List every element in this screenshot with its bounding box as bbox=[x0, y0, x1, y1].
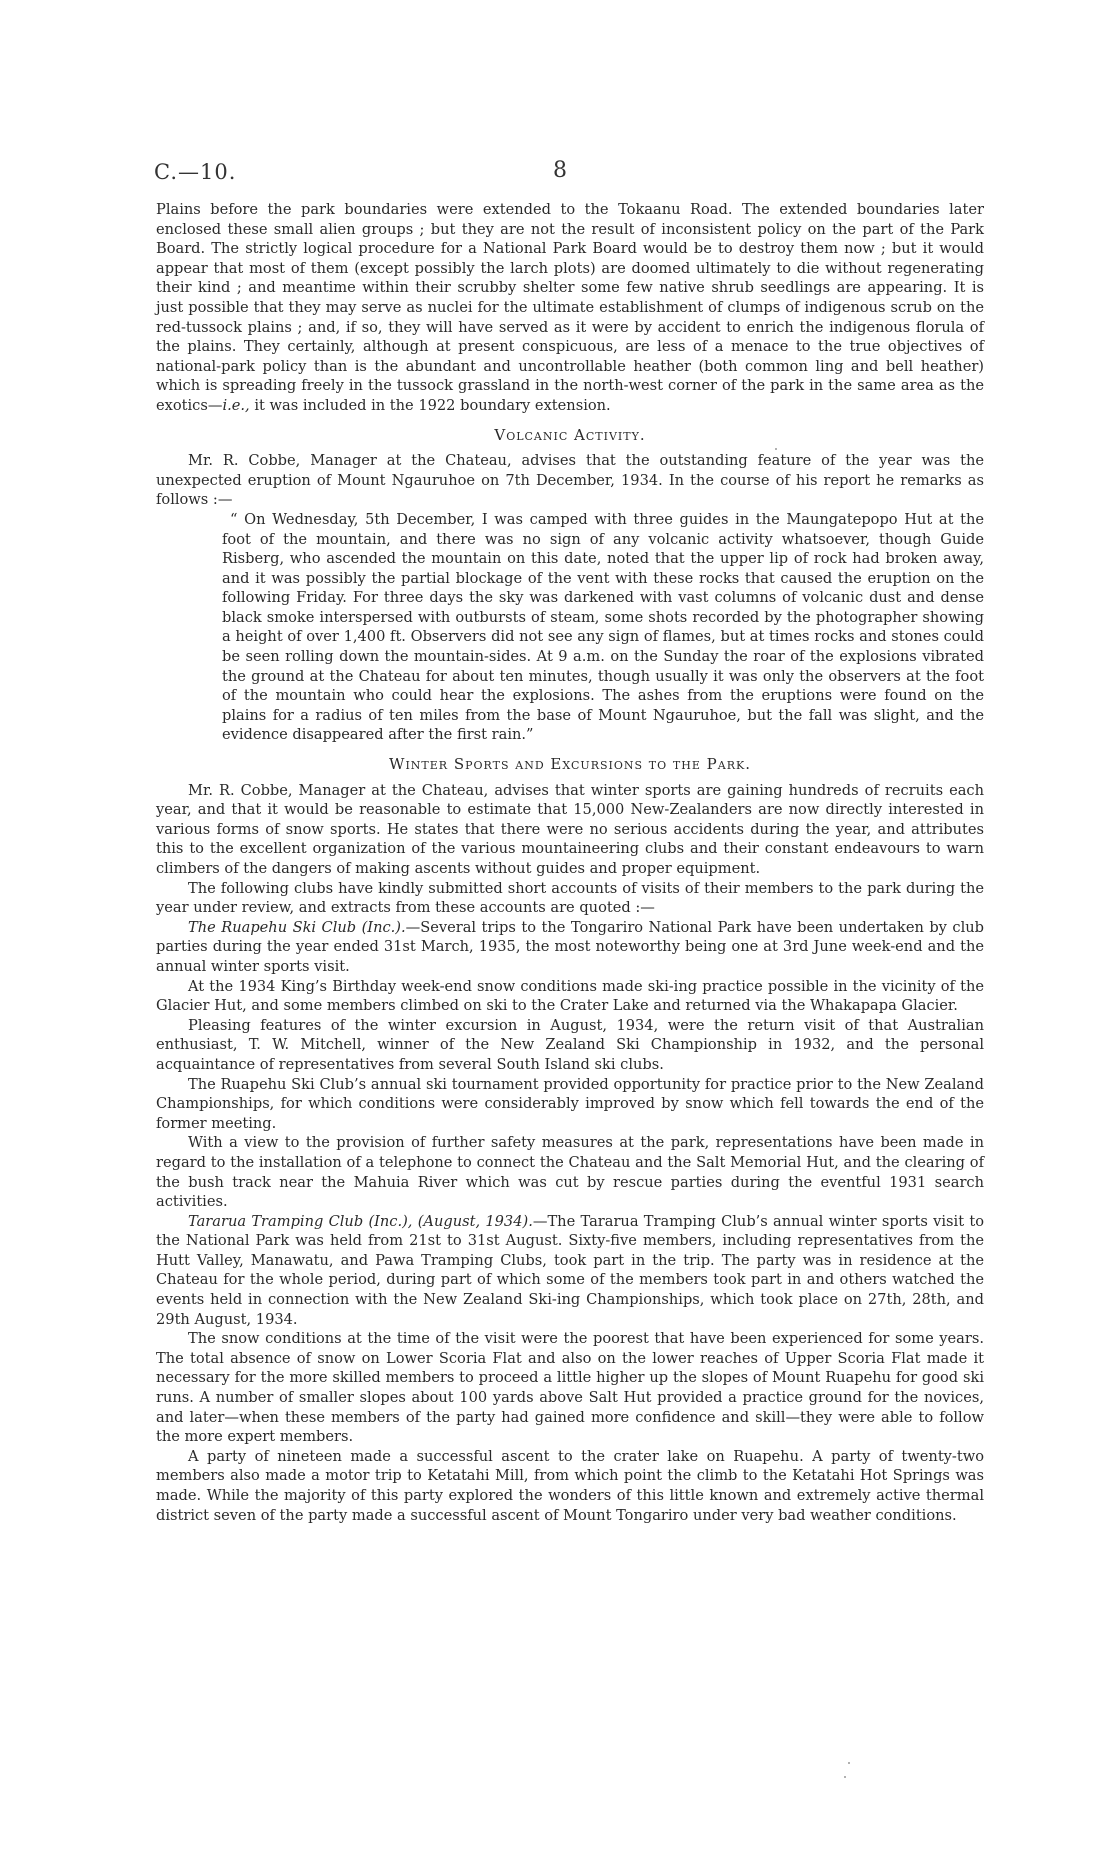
club-name-ruapehu: The Ruapehu Ski Club (Inc.). bbox=[188, 918, 406, 936]
document-reference: C.—10. bbox=[154, 160, 237, 184]
paragraph-winter-excursion: Pleasing features of the winter excursion in August, 1934, were the return visit of that Australian enthusiast, T. W. Mitchell, winner of the New Zealand Ski Championship in 1932, and the personal acquaintance of representatives from several South Island ski clubs. bbox=[156, 1016, 984, 1073]
paragraph-continuation bbox=[156, 200, 984, 416]
ie-abbreviation: i.e., bbox=[222, 396, 250, 414]
paragraph-text-tail: it was included in the 1922 boundary extension. bbox=[249, 396, 611, 414]
paragraph-cobbe-report: Mr. R. Cobbe, Manager at the Chateau, advises that the outstanding feature of the year was the unexpected eruption of Mount Ngauruhoe on 7th December, 1934. In the course of his report he remarks as follows :— bbox=[156, 452, 984, 509]
paragraph-ski-tournament: The Ruapehu Ski Club’s annual ski tournament provided opportunity for practice prior to the New Zealand Championships, for which conditions were considerably improved by snow which fell towards the end of the former meeting. bbox=[156, 1075, 984, 1132]
page-number: 8 bbox=[553, 158, 567, 183]
paragraph-text: Plains before the park boundaries were extended to the Tokaanu Road. The extended boundaries later enclosed these small alien groups ; but they are not the result of inconsistent policy on the part of the Park Board. The strictly logical procedure for a National Park Board would be to destroy them now ; but it would appear that most of them (except possibly the larch plots) are doomed ultimately to die without regenerating their kind ; and meantime within their scrubby shelter some few native shrub seedlings are appearing. It is just possible that they may serve as nuclei for the ultimate establishment of clumps of indigenous scrub on the red-tussock plains ; and, if so, they will have served as it were by accident to enrich the indigenous florula of the plains. They certainly, although at present conspicuous, are less of a menace to the true objectives of national-park policy than is the abundant and uncontrollable heather (both common ling and bell heather) which is spreading freely in the tussock grassland in the north-west corner of the park in the same area as the exotics— bbox=[156, 201, 984, 414]
section-heading-volcanic-activity: Volcanic Activity. bbox=[494, 425, 646, 444]
paragraph-safety-measures: With a view to the provision of further safety measures at the park, representations have been made in regard to the installation of a telephone to connect the Chateau and the Salt Memorial Hut, and the clearing of the bush track near the Mahuia River which was cut by rescue parties during the eventful 1931 search activities. bbox=[156, 1134, 984, 1211]
scan-speck bbox=[775, 448, 777, 450]
paragraph-crater-lake-ascent: A party of nineteen made a successful ascent to the crater lake on Ruapehu. A party of twenty-two members also made a motor trip to Ketatahi Mill, from which point the climb to the Ketatahi Hot Springs was made. While the majority of this party explored the wonders of this little known and extremely active thermal district seven of the party made a successful ascent of Mount Tongariro under very bad weather conditions. bbox=[156, 1447, 984, 1524]
club-name-tararua: Tararua Tramping Club (Inc.), (August, 1934). bbox=[188, 1212, 533, 1230]
section-heading-winter-sports: Winter Sports and Excursions to the Park. bbox=[389, 755, 751, 774]
paragraph-snow-conditions: The snow conditions at the time of the visit were the poorest that have been experienced for some years. The total absence of snow on Lower Scoria Flat and also on the lower reaches of Upper Scoria Flat made it necessary for the more skilled members to proceed a little higher up the slopes of Mount Ruapehu for good ski runs. A number of smaller slopes about 100 yards above Salt Hut provided a practice ground for the novices, and later—when these members of the party had gained more confidence and skill—they were able to follow the more expert members. bbox=[156, 1330, 984, 1446]
paragraph-text: —The Tararua Tramping Club’s annual winter sports visit to the National Park was held from 21st to 31st August. Sixty-five members, including representatives from the Hutt Valley, Manawatu, and Pawa Tramping Clubs, took part in the trip. The party was in residence at the Chateau for the whole period, during part of which some of the members took part in and others watched the events held in connection with the New Zealand Ski-ing Championships, which took place on 27th, 28th, and 29th August, 1934. bbox=[156, 1212, 984, 1328]
scan-speck bbox=[848, 1762, 850, 1764]
paragraph-tararua-tramping-club bbox=[156, 1212, 984, 1330]
paragraph-winter-sports: Mr. R. Cobbe, Manager at the Chateau, advises that winter sports are gaining hundreds of recruits each year, and that it would be reasonable to estimate that 15,000 New-Zealanders are now directly interested in various forms of snow sports. He states that there were no serious accidents during the year, and attributes this to the excellent organization of the various mountaineering clubs and their constant endeavours to warn climbers of the dangers of making ascents without guides and proper equipment. bbox=[156, 781, 984, 877]
scan-speck bbox=[844, 1776, 846, 1778]
block-quote-eruption: “ On Wednesday, 5th December, I was camped with three guides in the Maungatepopo Hut at the foot of the mountain, and there was no sign of any volcanic activity whatsoever, though Guide Risberg, who ascended the mountain on this date, noted that the upper lip of rock had broken away, and it was possibly the partial blockage of the vent with these rocks that caused the eruption on the following Friday. For three days the sky was darkened with vast columns of volcanic dust and dense black smoke interspersed with outbursts of steam, some shots recorded by the photographer showing a height of over 1,400 ft. Observers did not see any sign of flames, but at times rocks and stones could be seen rolling down the mountain-sides. At 9 a.m. on the Sunday the roar of the explosions vibrated the ground at the Chateau for about ten minutes, though usually it was only the observers at the foot of the mountain who could hear the explosions. The ashes from the eruptions were found on the plains for a radius of ten miles from the base of Mount Ngauruhoe, but the fall was slight, and the evidence disappeared after the first rain.” bbox=[222, 510, 984, 744]
paragraph-ruapehu-ski-club bbox=[156, 918, 984, 977]
paragraph-kings-birthday: At the 1934 King’s Birthday week-end snow conditions made ski-ing practice possible in the vicinity of the Glacier Hut, and some members climbed on ski to the Crater Lake and returned via the Whakapapa Glacier. bbox=[156, 977, 984, 1015]
paragraph-clubs-intro: The following clubs have kindly submitted short accounts of visits of their members to the park during the year under review, and extracts from these accounts are quoted :— bbox=[156, 879, 984, 917]
body-text bbox=[156, 200, 984, 1525]
paragraph-text: —Several trips to the Tongariro National Park have been undertaken by club parties during the year ended 31st March, 1935, the most noteworthy being one at 3rd June week-end and the annual winter sports visit. bbox=[156, 918, 984, 975]
